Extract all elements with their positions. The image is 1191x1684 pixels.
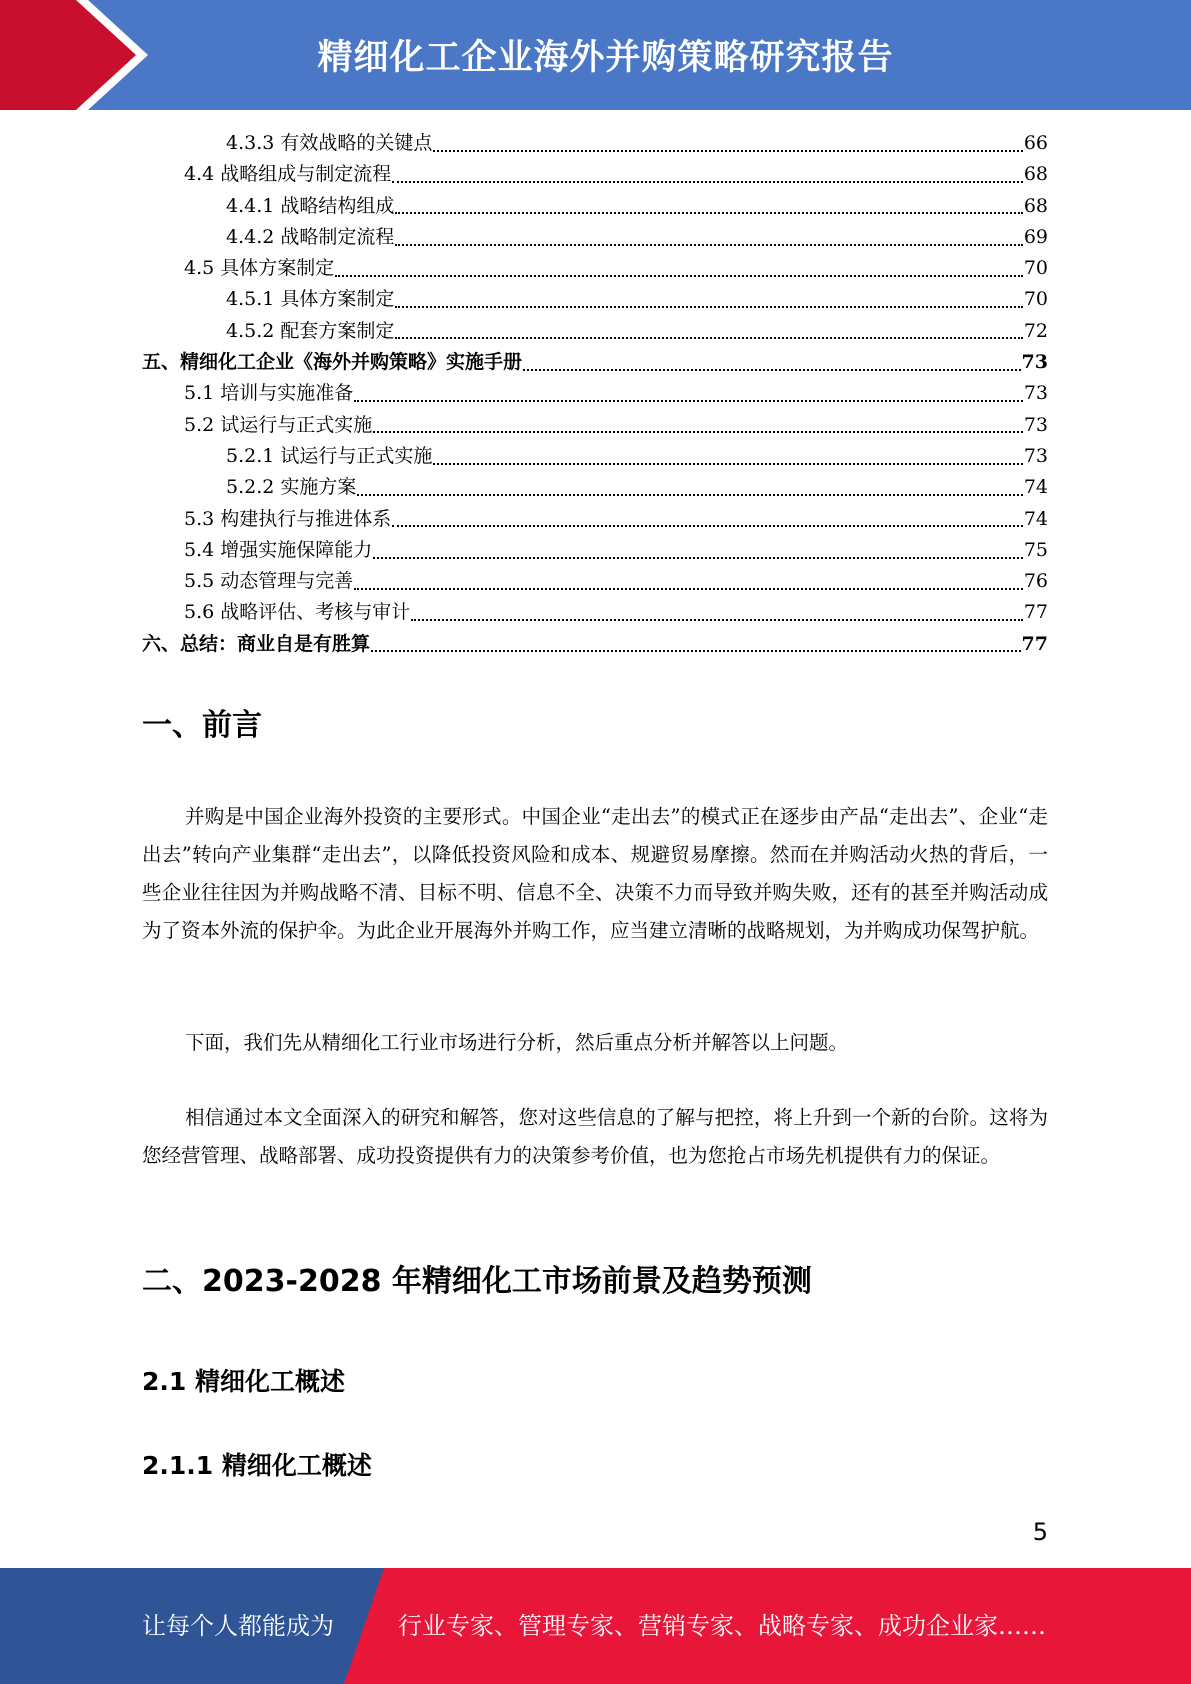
toc-leader-dots [373, 557, 1023, 559]
toc-entry-title: 4.3.3 有效战略的关键点 [226, 132, 433, 154]
toc-leader-dots [395, 337, 1022, 339]
toc-leader-dots [523, 369, 1021, 371]
table-of-contents [142, 128, 1048, 660]
toc-entry[interactable] [142, 597, 1048, 628]
toc-entry-page: 74 [1023, 507, 1048, 530]
section-heading-market: 二、2023-2028 年精细化工市场前景及趋势预测 [142, 1264, 812, 1299]
toc-entry-title: 5.4 增强实施保障能力 [184, 538, 373, 561]
toc-leader-dots [392, 181, 1023, 183]
toc-entry[interactable] [142, 159, 1048, 190]
page-number: 5 [1032, 1518, 1048, 1546]
preface-paragraph-2: 下面，我们先从精细化工行业市场进行分析，然后重点分析并解答以上问题。 [185, 1031, 849, 1054]
toc-entry-page: 77 [1021, 632, 1048, 655]
page-footer [0, 1568, 1191, 1684]
toc-entry[interactable] [142, 347, 1048, 378]
page-header [0, 0, 1191, 110]
toc-leader-dots [411, 619, 1023, 621]
subsection-heading: 2.1 精细化工概述 [142, 1367, 345, 1396]
toc-entry-title: 4.4.1 战略结构组成 [226, 194, 395, 217]
toc-entry-page: 73 [1021, 351, 1048, 374]
toc-leader-dots [395, 212, 1022, 214]
toc-entry-page: 76 [1023, 570, 1048, 593]
toc-leader-dots [373, 431, 1023, 433]
toc-entry-page: 69 [1023, 225, 1048, 248]
toc-entry-title: 六、总结：商业自是有胜算 [142, 632, 371, 655]
toc-entry[interactable] [142, 128, 1048, 159]
toc-entry[interactable] [142, 378, 1048, 409]
toc-entry[interactable] [142, 504, 1048, 535]
toc-leader-dots [395, 244, 1022, 246]
toc-leader-dots [395, 306, 1022, 308]
toc-leader-dots [392, 525, 1023, 527]
footer-slogan-right: 行业专家、管理专家、营销专家、战略专家、成功企业家…… [398, 1612, 1046, 1640]
toc-entry[interactable] [142, 441, 1048, 472]
toc-entry-page: 66 [1023, 132, 1048, 154]
toc-entry-title: 4.4.2 战略制定流程 [226, 225, 395, 248]
toc-entry[interactable] [142, 566, 1048, 597]
toc-entry-page: 70 [1023, 257, 1048, 280]
toc-entry-title: 5.2.2 实施方案 [226, 476, 357, 499]
preface-paragraph-1: 并购是中国企业海外投资的主要形式。中国企业“走出去”的模式正在逐步由产品“走出去”、企业“走出去”转向产业集群“走出去”，以降低投资风险和成本、规避贸易摩擦。然而在并购活动火热的背后，一些企业往往因为并购战略不清、目标不明、信息不全、决策不力而导致并购失败，还有的甚至并购活动成为了资本外流的保护伞。为此企业开展海外并购工作，应当建立清晰的战略规划，为并购成功保驾护航。 [142, 805, 1048, 942]
toc-entry-page: 73 [1023, 413, 1048, 436]
preface-paragraph-3: 相信通过本文全面深入的研究和解答，您对这些信息的了解与把控，将上升到一个新的台阶。这将为您经营管理、战略部署、成功投资提供有力的决策参考价值，也为您抢占市场先机提供有力的保证。 [142, 1106, 1048, 1167]
toc-entry-title: 4.5 具体方案制定 [184, 257, 335, 280]
toc-entry-title: 5.2 试运行与正式实施 [184, 413, 373, 436]
toc-entry-page: 74 [1023, 476, 1048, 499]
toc-leader-dots [354, 400, 1023, 402]
toc-entry-title: 4.5.1 具体方案制定 [226, 288, 395, 311]
toc-entry-title: 4.4 战略组成与制定流程 [184, 163, 392, 186]
toc-leader-dots [433, 463, 1022, 465]
toc-leader-dots [357, 494, 1022, 496]
subsubsection-heading: 2.1.1 精细化工概述 [142, 1451, 372, 1480]
toc-entry[interactable] [142, 410, 1048, 441]
toc-entry-page: 77 [1023, 601, 1048, 624]
section-heading-preface: 一、前言 [142, 708, 262, 743]
toc-entry-page: 75 [1023, 538, 1048, 561]
toc-entry[interactable] [142, 191, 1048, 222]
toc-leader-dots [433, 150, 1022, 152]
header-title: 精细化工企业海外并购策略研究报告 [317, 38, 894, 78]
toc-entry-title: 5.5 动态管理与完善 [184, 570, 354, 593]
toc-leader-dots [335, 275, 1023, 277]
footer-slogan-left: 让每个人都能成为 [142, 1612, 334, 1640]
toc-entry-title: 5.1 培训与实施准备 [184, 382, 354, 405]
toc-entry[interactable] [142, 472, 1048, 503]
toc-entry-title: 4.5.2 配套方案制定 [226, 319, 395, 342]
toc-entry[interactable] [142, 253, 1048, 284]
toc-entry[interactable] [142, 316, 1048, 347]
toc-leader-dots [371, 650, 1021, 652]
toc-entry-page: 68 [1023, 194, 1048, 217]
toc-leader-dots [354, 588, 1023, 590]
toc-entry-page: 72 [1023, 319, 1048, 342]
toc-entry[interactable] [142, 284, 1048, 315]
toc-entry-page: 73 [1023, 444, 1048, 467]
toc-entry[interactable] [142, 222, 1048, 253]
toc-entry-page: 68 [1023, 163, 1048, 186]
toc-entry-page: 70 [1023, 288, 1048, 311]
toc-entry-title: 5.3 构建执行与推进体系 [184, 507, 392, 530]
toc-entry-title: 5.2.1 试运行与正式实施 [226, 444, 433, 467]
toc-entry-page: 73 [1023, 382, 1048, 405]
toc-entry-title: 五、精细化工企业《海外并购策略》实施手册 [142, 351, 523, 374]
toc-entry[interactable] [142, 535, 1048, 566]
toc-entry-title: 5.6 战略评估、考核与审计 [184, 601, 411, 624]
toc-entry[interactable] [142, 629, 1048, 660]
